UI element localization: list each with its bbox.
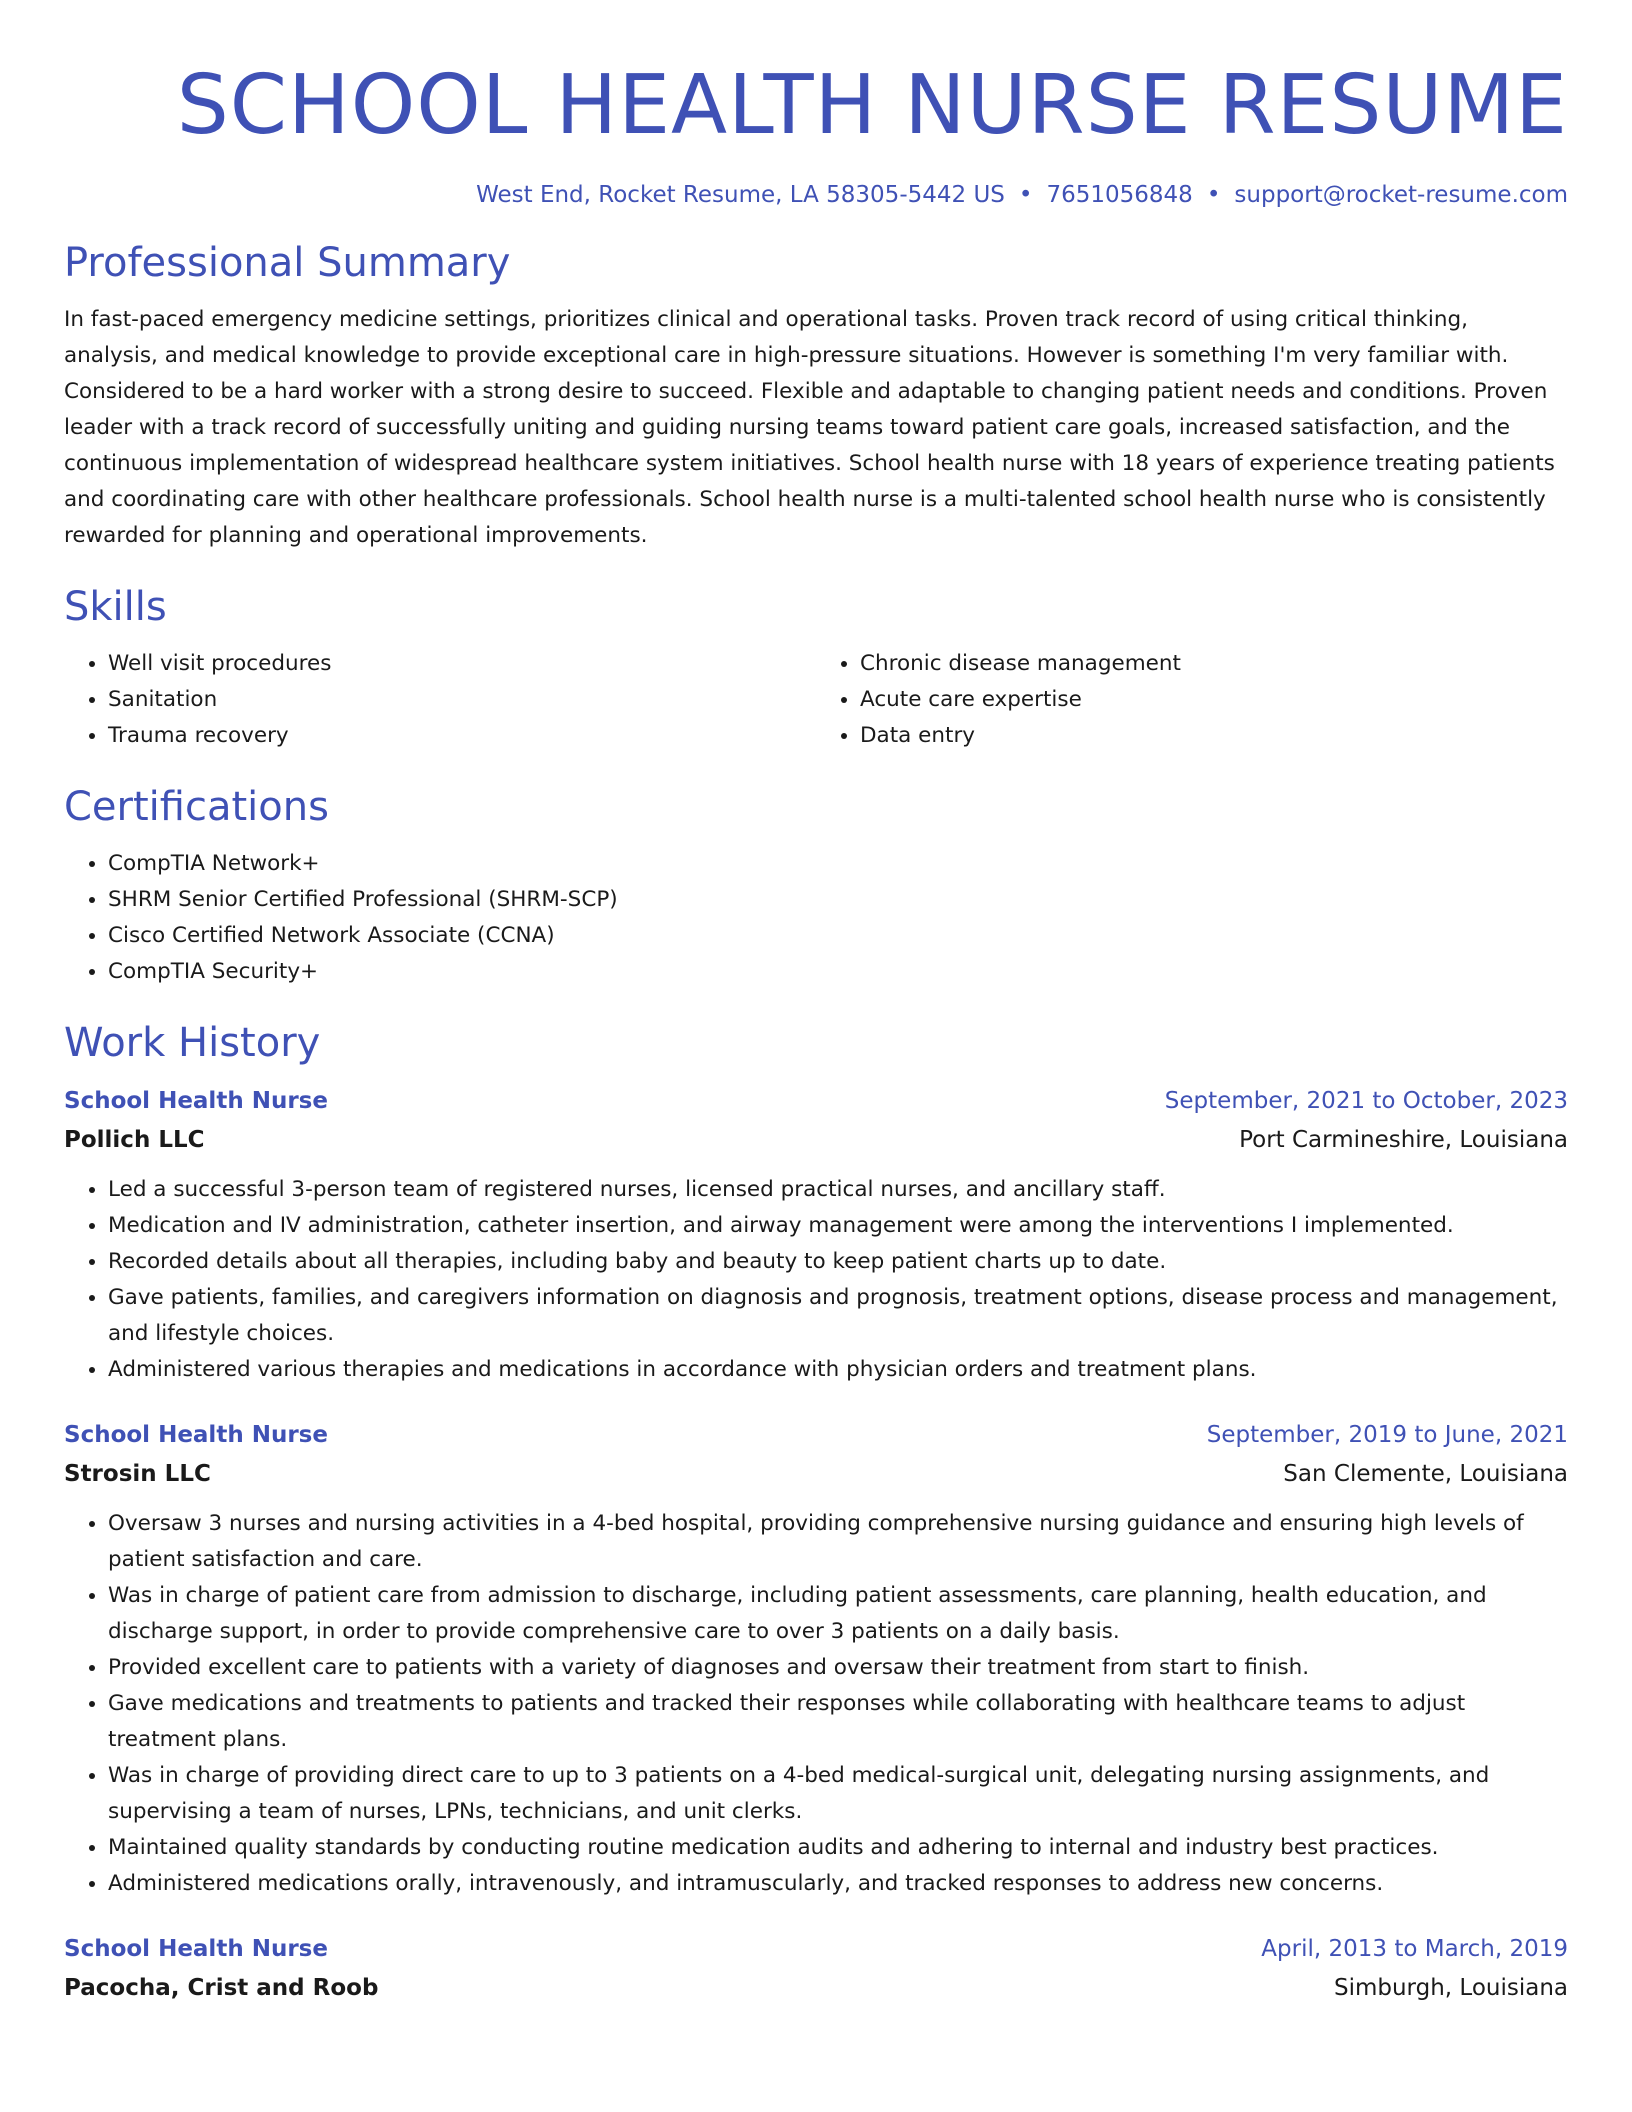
contact-email[interactable]: support@rocket-resume.com xyxy=(1234,182,1568,208)
resume-title: SCHOOL HEALTH NURSE RESUME xyxy=(176,58,1568,153)
job-bullets xyxy=(64,1506,1568,1902)
skills-list-right xyxy=(816,646,1568,754)
skill-item: • Data entry xyxy=(860,718,1568,754)
skills-grid xyxy=(64,646,1568,754)
section-heading-certifications: Certifications xyxy=(64,784,329,830)
contact-address: West End, Rocket Resume, LA 58305-5442 US xyxy=(476,182,1005,208)
job-bullet: • Led a successful 3-person team of registered nurses, licensed practical nurses, and ancillary staff. xyxy=(108,1172,1568,1208)
section-heading-work-history: Work History xyxy=(64,1020,321,1066)
contact-line xyxy=(64,180,1568,210)
skills-section xyxy=(64,582,1568,754)
contact-separator: • xyxy=(1206,182,1221,208)
job-bullet: • Oversaw 3 nurses and nursing activities in a 4-bed hospital, providing comprehensive nursing guidance and ensuring high levels of patient satisfaction and care. xyxy=(108,1506,1568,1578)
job-company-row xyxy=(64,1968,1568,2008)
job-title: School Health Nurse xyxy=(64,1422,328,1448)
certification-item: • CompTIA Network+ xyxy=(108,846,1568,882)
section-heading-summary: Professional Summary xyxy=(64,240,511,286)
job-company-row xyxy=(64,1454,1568,1494)
job-location: San Clemente, Louisiana xyxy=(1283,1461,1568,1487)
skill-item: • Acute care expertise xyxy=(860,682,1568,718)
skill-item: • Chronic disease management xyxy=(860,646,1568,682)
job-dates: September, 2019 to June, 2021 xyxy=(1206,1422,1568,1448)
job-bullets xyxy=(64,1172,1568,1388)
certifications-section xyxy=(64,782,1568,990)
contact-phone: 7651056848 xyxy=(1046,182,1193,208)
job-title: School Health Nurse xyxy=(64,1936,328,1962)
certification-item: • SHRM Senior Certified Professional (SHRM-SCP) xyxy=(108,882,1568,918)
job-header-row xyxy=(64,1416,1568,1454)
summary-text: In fast-paced emergency medicine settings, prioritizes clinical and operational tasks. Proven track record of using critical thinking, analysis, and medical knowledge to provide exceptional care in high-pressure situations. However is something I'm very familiar with. Considered to be a hard worker with a strong desire to succeed. Flexible and adaptable to changing patient needs and conditions. Proven leader with a track record of successfully uniting and guiding nursing teams toward patient care goals, increased satisfaction, and the continuous implementation of widespread healthcare system initiatives. School health nurse with 18 years of experience treating patients and coordinating care with other healthcare professionals. School health nurse is a multi-talented school health nurse who is consistently rewarded for planning and operational improvements. xyxy=(64,307,1555,548)
job-location: Simburgh, Louisiana xyxy=(1333,1975,1568,2001)
job-location: Port Carmineshire, Louisiana xyxy=(1239,1127,1568,1153)
job-company-row xyxy=(64,1120,1568,1160)
job-entry xyxy=(64,1416,1568,1902)
work-history-section xyxy=(64,1018,1568,2008)
job-dates: April, 2013 to March, 2019 xyxy=(1261,1936,1568,1962)
job-bullet: • Recorded details about all therapies, including baby and beauty to keep patient charts up to date. xyxy=(108,1244,1568,1280)
job-bullet: • Medication and IV administration, catheter insertion, and airway management were among the interventions I implemented. xyxy=(108,1208,1568,1244)
certification-item: • CompTIA Security+ xyxy=(108,954,1568,990)
job-header-row xyxy=(64,1082,1568,1120)
job-header-row xyxy=(64,1930,1568,1968)
contact-separator: • xyxy=(1018,182,1033,208)
certification-item: • Cisco Certified Network Associate (CCNA) xyxy=(108,918,1568,954)
professional-summary-section xyxy=(64,238,1568,554)
job-bullet: • Was in charge of patient care from admission to discharge, including patient assessments, care planning, health education, and discharge support, in order to provide comprehensive care to over 3 patients on a daily basis. xyxy=(108,1578,1568,1650)
job-bullet: • Gave patients, families, and caregivers information on diagnosis and prognosis, treatment options, disease process and management, and lifestyle choices. xyxy=(108,1280,1568,1352)
job-bullet: • Administered various therapies and medications in accordance with physician orders and treatment plans. xyxy=(108,1352,1568,1388)
certifications-list xyxy=(64,846,1568,990)
job-company: Pacocha, Crist and Roob xyxy=(64,1975,379,2001)
skill-item: • Sanitation xyxy=(108,682,816,718)
skill-item: • Trauma recovery xyxy=(108,718,816,754)
job-entry xyxy=(64,1082,1568,1388)
job-bullet: • Was in charge of providing direct care to up to 3 patients on a 4-bed medical-surgical unit, delegating nursing assignments, and supervising a team of nurses, LPNs, technicians, and unit clerks. xyxy=(108,1758,1568,1830)
job-title: School Health Nurse xyxy=(64,1088,328,1114)
job-entry xyxy=(64,1930,1568,2008)
job-bullet: • Maintained quality standards by conducting routine medication audits and adhering to internal and industry best practices. xyxy=(108,1830,1568,1866)
job-dates: September, 2021 to October, 2023 xyxy=(1164,1088,1568,1114)
job-bullet: • Gave medications and treatments to patients and tracked their responses while collaborating with healthcare teams to adjust treatment plans. xyxy=(108,1686,1568,1758)
job-bullet: • Provided excellent care to patients with a variety of diagnoses and oversaw their treatment from start to finish. xyxy=(108,1650,1568,1686)
section-heading-skills: Skills xyxy=(64,584,167,630)
job-company: Strosin LLC xyxy=(64,1461,211,1487)
skills-list-left xyxy=(64,646,816,754)
skill-item: • Well visit procedures xyxy=(108,646,816,682)
job-bullet: • Administered medications orally, intravenously, and intramuscularly, and tracked responses to address new concerns. xyxy=(108,1866,1568,1902)
job-company: Pollich LLC xyxy=(64,1127,205,1153)
